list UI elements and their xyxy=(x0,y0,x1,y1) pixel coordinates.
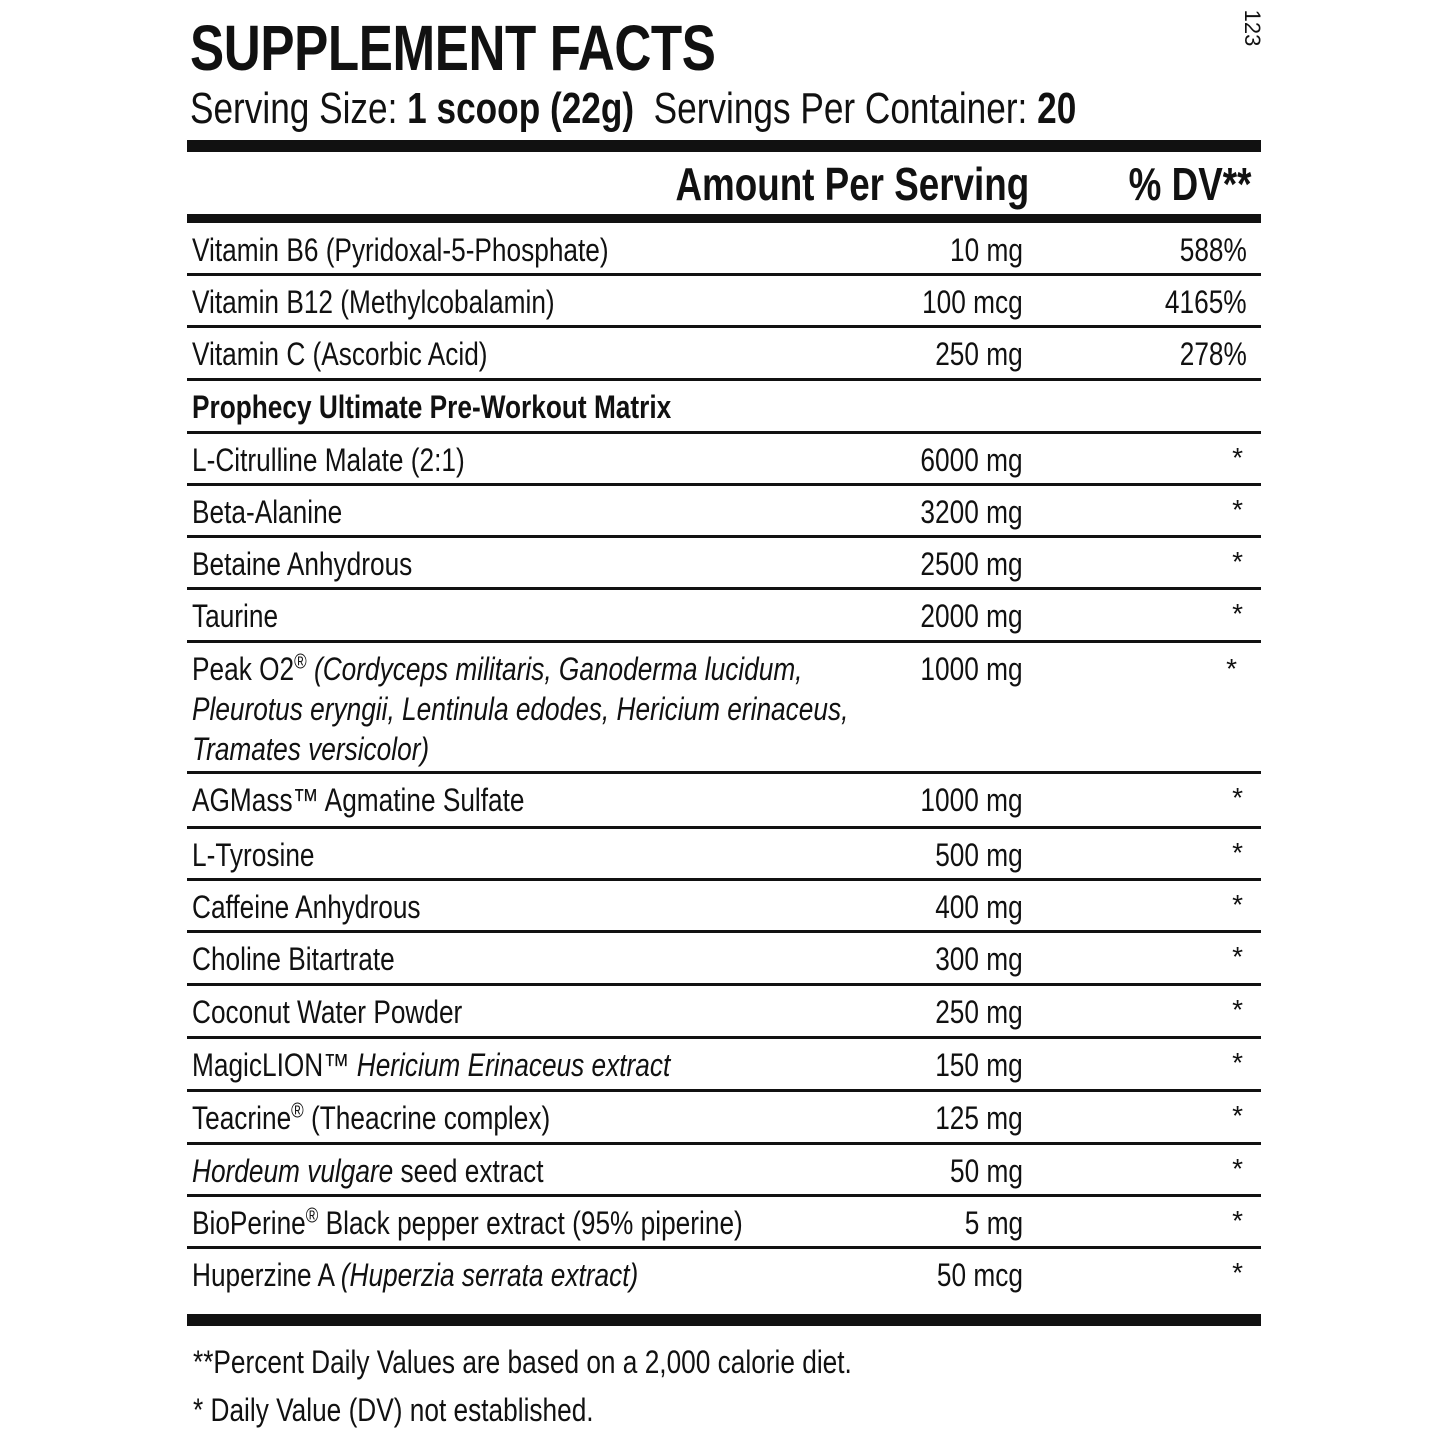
dv-not-established-mark: * xyxy=(1232,782,1243,813)
ingredient-name xyxy=(192,1203,743,1243)
table-row xyxy=(187,590,1261,643)
nutrient-amount: 100 mcg xyxy=(922,284,1023,320)
dv-not-established-mark: * xyxy=(1232,546,1243,577)
ingredient-amount: 50 mg xyxy=(950,1153,1023,1189)
dv-not-established-mark: * xyxy=(1232,1205,1243,1236)
ingredient-amount: 2000 mg xyxy=(920,598,1023,634)
ingredient-name-italic: (Huperzia serrata extract) xyxy=(340,1257,639,1293)
table-row xyxy=(187,276,1261,328)
dv-not-established-mark: * xyxy=(1232,1100,1243,1131)
dv-not-established-mark: * xyxy=(1232,941,1243,972)
ingredient-amount: 6000 mg xyxy=(920,442,1023,478)
table-row xyxy=(187,1249,1261,1301)
ingredient-name-prefix: Teacrine xyxy=(192,1100,292,1136)
dv-not-established-mark: * xyxy=(1232,889,1243,920)
dv-not-established-mark: * xyxy=(1232,598,1243,629)
table-row xyxy=(187,881,1261,933)
thick-divider-bottom xyxy=(187,1314,1261,1326)
table-row xyxy=(187,643,1261,774)
nutrient-dv: 278% xyxy=(1179,336,1247,372)
ingredient-amount: 250 mg xyxy=(935,994,1023,1030)
ingredient-name-prefix: Huperzine A xyxy=(192,1257,341,1293)
serving-size-value: 1 scoop (22g) xyxy=(407,84,635,133)
table-row xyxy=(187,933,1261,986)
ingredient-name xyxy=(192,1045,670,1085)
ingredient-name-suffix: Black pepper extract (95% piperine) xyxy=(318,1205,743,1241)
nutrient-name: Vitamin B12 (Methylcobalamin) xyxy=(192,284,555,320)
ingredient-amount: 500 mg xyxy=(935,837,1023,873)
nutrient-amount: 10 mg xyxy=(950,232,1023,268)
nutrient-dv: 588% xyxy=(1179,232,1247,268)
servings-per-container-value: 20 xyxy=(1037,84,1077,133)
ingredient-name: L-Tyrosine xyxy=(192,837,315,873)
ingredient-amount: 1000 mg xyxy=(920,651,1023,687)
footnote-dv-not-established: * Daily Value (DV) not established. xyxy=(193,1392,594,1428)
table-row xyxy=(187,538,1261,590)
matrix-title: Prophecy Ultimate Pre-Workout Matrix xyxy=(192,389,672,425)
daily-value-header: % DV** xyxy=(1128,158,1251,210)
registered-mark: ® xyxy=(291,1099,304,1123)
table-row xyxy=(187,434,1261,486)
table-row xyxy=(187,1092,1261,1145)
table-row xyxy=(187,1197,1261,1249)
dv-not-established-mark: * xyxy=(1232,442,1243,473)
serving-info xyxy=(190,84,1076,134)
serving-size-label: Serving Size: xyxy=(190,84,408,133)
nutrient-name: Vitamin B6 (Pyridoxal-5-Phosphate) xyxy=(192,232,609,268)
nutrient-dv: 4165% xyxy=(1165,284,1247,320)
ingredient-name xyxy=(192,1098,550,1138)
ingredient-name: Choline Bitartrate xyxy=(192,941,395,977)
ingredient-name: Coconut Water Powder xyxy=(192,994,463,1030)
ingredient-amount: 5 mg xyxy=(964,1205,1023,1241)
table-row xyxy=(187,986,1261,1039)
table-row xyxy=(187,829,1261,881)
table-row xyxy=(187,224,1261,276)
ingredient-name-italic: Hericium Erinaceus extract xyxy=(356,1047,671,1083)
dv-not-established-mark: * xyxy=(1232,494,1243,525)
dv-not-established-mark: * xyxy=(1232,1153,1243,1184)
page-number: 123 xyxy=(1240,9,1265,47)
ingredient-name: Beta-Alanine xyxy=(192,494,343,530)
ingredient-name: Taurine xyxy=(192,598,279,634)
ingredient-name-prefix: BioPerine xyxy=(192,1205,306,1241)
ingredient-name-italic: Hordeum vulgare xyxy=(192,1153,394,1189)
nutrient-amount: 250 mg xyxy=(935,336,1023,372)
ingredient-name xyxy=(192,1151,543,1191)
ingredient-amount: 125 mg xyxy=(935,1100,1023,1136)
table-row xyxy=(187,1039,1261,1092)
panel-title: SUPPLEMENT FACTS xyxy=(190,12,716,84)
ingredient-name-italic: Tramates versicolor) xyxy=(192,731,430,767)
thick-divider-header xyxy=(187,214,1261,223)
ingredient-name: Betaine Anhydrous xyxy=(192,546,413,582)
table-row xyxy=(187,774,1261,829)
ingredient-amount: 150 mg xyxy=(935,1047,1023,1083)
ingredient-amount: 3200 mg xyxy=(920,494,1023,530)
ingredient-name xyxy=(192,1255,638,1295)
registered-mark: ® xyxy=(294,650,307,674)
matrix-section-header xyxy=(187,381,1261,434)
ingredient-amount: 400 mg xyxy=(935,889,1023,925)
ingredient-name-prefix: MagicLION™ xyxy=(192,1047,357,1083)
ingredient-amount: 300 mg xyxy=(935,941,1023,977)
thick-divider-top xyxy=(187,140,1261,152)
table-row xyxy=(187,486,1261,538)
ingredient-name: AGMass™ Agmatine Sulfate xyxy=(192,782,525,818)
ingredient-name-prefix: Peak O2 xyxy=(192,651,295,687)
table-row xyxy=(187,328,1261,381)
ingredient-name-suffix: seed extract xyxy=(393,1153,544,1189)
nutrient-table xyxy=(187,224,1261,1301)
table-row xyxy=(187,1145,1261,1197)
dv-not-established-mark: * xyxy=(1232,1257,1243,1288)
registered-mark: ® xyxy=(305,1204,319,1228)
dv-not-established-mark: * xyxy=(1232,1047,1243,1078)
dv-not-established-mark: * xyxy=(1232,837,1243,868)
ingredient-name-suffix: (Theacrine complex) xyxy=(303,1100,551,1136)
servings-per-container-label: Servings Per Container: xyxy=(653,84,1038,133)
ingredient-amount: 1000 mg xyxy=(920,782,1023,818)
ingredient-name xyxy=(192,649,848,769)
ingredient-name: Caffeine Anhydrous xyxy=(192,889,421,925)
ingredient-amount: 50 mcg xyxy=(936,1257,1023,1293)
ingredient-name: L-Citrulline Malate (2:1) xyxy=(192,442,465,478)
ingredient-name-italic: (Cordyceps militaris, Ganoderma lucidum, xyxy=(306,651,803,687)
ingredient-amount: 2500 mg xyxy=(920,546,1023,582)
footnote-percent-dv: **Percent Daily Values are based on a 2,000 calorie diet. xyxy=(193,1344,852,1380)
ingredient-name-italic: Pleurotus eryngii, Lentinula edodes, Hericium erinaceus, xyxy=(192,691,849,727)
amount-per-serving-header: Amount Per Serving xyxy=(675,158,1029,210)
dv-not-established-mark: * xyxy=(1232,994,1243,1025)
nutrient-name: Vitamin C (Ascorbic Acid) xyxy=(192,336,488,372)
dv-not-established-mark: * xyxy=(1226,653,1237,684)
column-header xyxy=(187,152,1261,214)
